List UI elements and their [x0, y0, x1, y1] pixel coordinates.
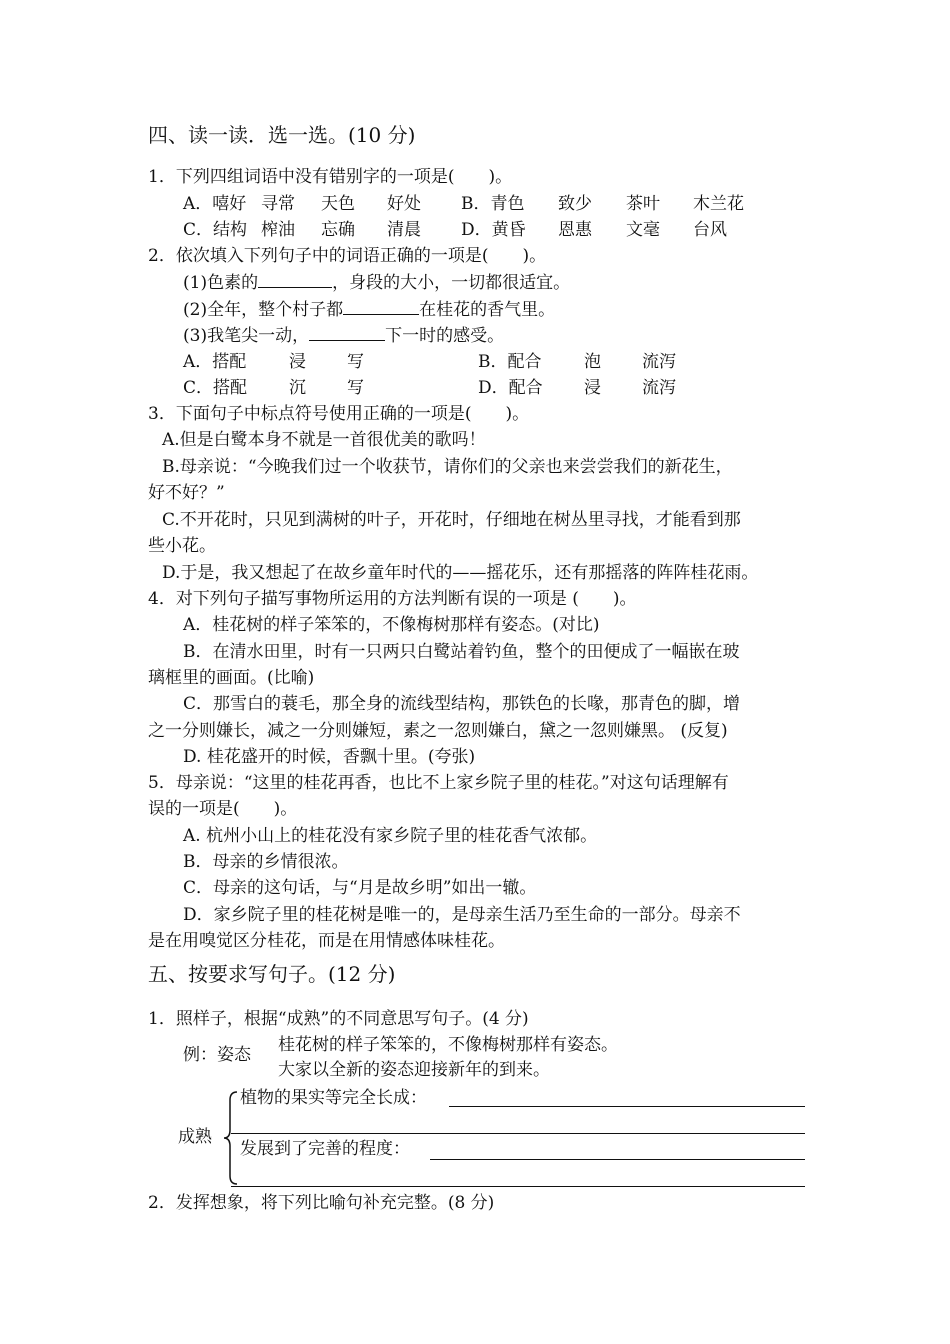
- q3-option-c: C.不开花时，只见到满树的叶子，开花时，仔细地在树丛里寻找，才能看到那: [162, 510, 741, 530]
- fill-blank[interactable]: [309, 324, 385, 341]
- fill-blank[interactable]: [343, 298, 419, 315]
- q1-options-row-1: [183, 193, 744, 215]
- option-text: 浸: [289, 352, 306, 372]
- option-text: B．青色: [461, 194, 525, 214]
- q1-options-row-2: [183, 219, 727, 241]
- option-text: 寻常: [261, 194, 295, 214]
- q4-option-c-cont: 之一分则嫌长，减之一分则嫌短，素之一忽则嫌白，黛之一忽则嫌黑。 (反复): [148, 721, 728, 741]
- option-text: 木兰花: [693, 194, 744, 214]
- option-text: 天色: [321, 194, 355, 214]
- option-text: A．嘻好: [183, 194, 247, 214]
- word-chengshu: 成熟: [178, 1127, 212, 1147]
- q4-stem: 4．对下列句子描写事物所运用的方法判断有误的一项是 ( )。: [148, 589, 637, 609]
- option-text: 榨油: [261, 220, 295, 240]
- sentence-text: 在桂花的香气里。: [419, 300, 556, 320]
- option-text: 忘确: [321, 220, 355, 240]
- q2-stem: 2．依次填入下列句子中的词语正确的一项是( )。: [148, 246, 547, 266]
- option-text: 台风: [693, 220, 727, 240]
- sentence-text: 下一时的感受。: [385, 326, 505, 346]
- sentence-text: (1)色素的: [183, 273, 259, 293]
- option-text: A．搭配: [183, 352, 247, 372]
- q3-option-b: B.母亲说：“今晚我们过一个收获节，请你们的父亲也来尝尝我们的新花生，: [162, 457, 733, 477]
- option-text: 流泻: [642, 352, 676, 372]
- q2-sentence-1: [183, 271, 570, 294]
- answer-line[interactable]: [231, 1186, 805, 1187]
- q5-option-d: D．家乡院子里的桂花树是唯一的，是母亲生活乃至生命的一部分。母亲不: [183, 905, 741, 925]
- q5-option-a: A. 杭州小山上的桂花没有家乡院子里的桂花香气浓郁。: [183, 826, 598, 846]
- option-text: 泡: [584, 352, 601, 372]
- option-text: D．配合: [478, 378, 543, 398]
- q4-option-b: B．在清水田里，时有一只两只白鹭站着钓鱼，整个的田便成了一幅嵌在玻: [183, 642, 740, 662]
- s5-q1-stem: 1．照样子，根据“成熟”的不同意思写句子。(4 分): [148, 1009, 529, 1029]
- option-text: 茶叶: [626, 194, 660, 214]
- q4-option-b-cont: 璃框里的画面。(比喻): [148, 668, 315, 688]
- q3-stem: 3．下面句子中标点符号使用正确的一项是( )。: [148, 404, 530, 424]
- answer-line[interactable]: [449, 1106, 805, 1107]
- example-sentence-1: 桂花树的样子笨笨的，不像梅树那样有姿态。: [278, 1035, 618, 1055]
- meaning-2: 发展到了完善的程度：: [240, 1139, 410, 1159]
- option-text: 写: [347, 378, 364, 398]
- q3-option-b-cont: 好不好？”: [148, 483, 225, 503]
- option-text: 好处: [387, 194, 421, 214]
- option-text: 流泻: [642, 378, 676, 398]
- q1-stem: 1．下列四组词语中没有错别字的一项是( )。: [148, 167, 513, 187]
- q2-options-row-2: [183, 377, 676, 399]
- q3-option-a: A.但是白鹭本身不就是一首很优美的歌吗！: [162, 430, 486, 450]
- option-text: B．配合: [478, 352, 542, 372]
- option-text: 清晨: [387, 220, 421, 240]
- option-text: 沉: [289, 378, 306, 398]
- q5-option-c: C．母亲的这句话，与“月是故乡明”如出一辙。: [183, 878, 537, 898]
- fill-blank[interactable]: [258, 271, 332, 288]
- option-text: 浸: [584, 378, 601, 398]
- q2-sentence-2: [183, 298, 555, 321]
- meaning-1: 植物的果实等完全长成：: [240, 1088, 427, 1108]
- section-4-title: 四、读一读．选一选。(10 分): [148, 123, 416, 147]
- q2-options-row-1: [183, 351, 676, 373]
- q2-sentence-3: [183, 324, 504, 347]
- example-label: 例：姿态: [183, 1045, 251, 1065]
- q5-option-d-cont: 是在用嗅觉区分桂花，而是在用情感体味桂花。: [148, 931, 505, 951]
- q4-option-d: D. 桂花盛开的时候，香飘十里。(夸张): [183, 747, 476, 767]
- s5-q2-stem: 2．发挥想象，将下列比喻句补充完整。(8 分): [148, 1193, 495, 1213]
- sentence-text: (3)我笔尖一动，: [183, 326, 310, 346]
- option-text: C．结构: [183, 220, 248, 240]
- example-sentence-2: 大家以全新的姿态迎接新年的到来。: [278, 1060, 550, 1080]
- option-text: 写: [347, 352, 364, 372]
- option-text: 文毫: [626, 220, 660, 240]
- option-text: D．黄昏: [461, 220, 526, 240]
- q4-option-c: C．那雪白的蓑毛，那全身的流线型结构，那铁色的长喙，那青色的脚，增: [183, 694, 741, 714]
- q3-option-c-cont: 些小花。: [148, 536, 216, 556]
- curly-brace-icon: [222, 1090, 240, 1186]
- sentence-text: ，身段的大小，一切都很适宜。: [332, 273, 571, 293]
- sentence-text: (2)全年，整个村子都: [183, 300, 344, 320]
- answer-line[interactable]: [231, 1133, 805, 1134]
- option-text: C．搭配: [183, 378, 248, 398]
- q5-option-b: B．母亲的乡情很浓。: [183, 852, 349, 872]
- answer-line[interactable]: [430, 1159, 805, 1160]
- q5-stem: 5．母亲说：“这里的桂花再香，也比不上家乡院子里的桂花。”对这句话理解有: [148, 773, 729, 793]
- q4-option-a: A．桂花树的样子笨笨的，不像梅树那样有姿态。(对比): [183, 615, 600, 635]
- section-5-title: 五、按要求写句子。(12 分): [148, 962, 396, 986]
- q3-option-d: D.于是，我又想起了在故乡童年时代的——摇花乐，还有那摇落的阵阵桂花雨。: [162, 563, 759, 583]
- option-text: 恩惠: [558, 220, 592, 240]
- option-text: 致少: [558, 194, 592, 214]
- q5-stem-cont: 误的一项是( )。: [148, 799, 298, 819]
